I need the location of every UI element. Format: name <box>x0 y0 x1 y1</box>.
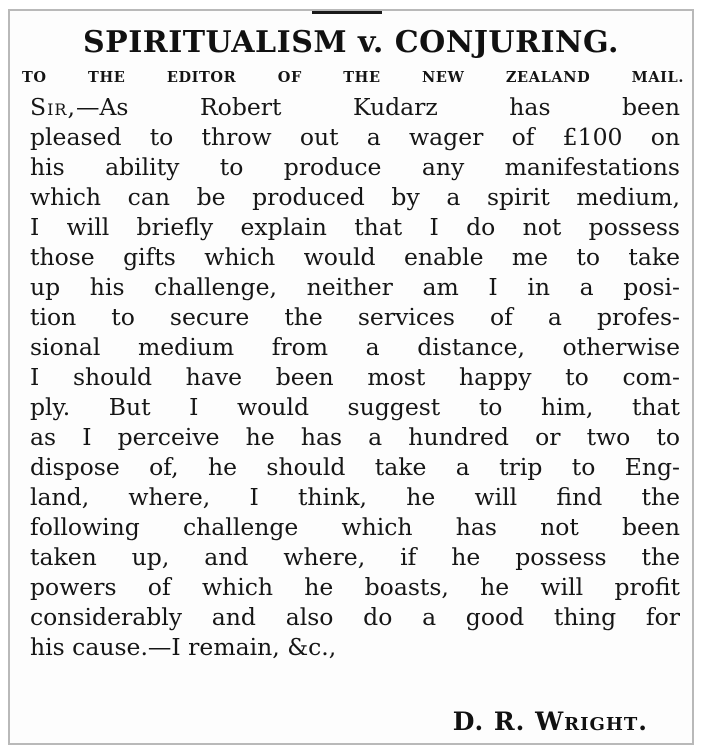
article-body <box>30 92 680 662</box>
body-line-19: his cause.—I remain, &c., <box>30 633 337 661</box>
body-line-1 <box>30 92 680 122</box>
body-line-3: his ability to produce any manifestations <box>30 153 680 181</box>
body-line-12: as I perceive he has a hundred or two to <box>30 423 680 451</box>
article-headline: SPIRITUALISM v. CONJURING. <box>83 25 619 60</box>
body-line-5: I will briefly explain that I do not possess <box>30 213 680 241</box>
signature: D. R. Wright. <box>452 707 648 736</box>
body-line-10: I should have been most happy to com- <box>30 363 680 391</box>
cut-off-next-line <box>60 741 510 745</box>
body-line-8: tion to secure the services of a profes- <box>30 303 680 331</box>
body-line-17: powers of which he boasts, he will profit <box>30 573 680 601</box>
body-line-11: ply. But I would suggest to him, that <box>30 393 680 421</box>
body-line-2: pleased to throw out a wager of £100 on <box>30 123 680 151</box>
top-rule <box>312 11 382 14</box>
body-line-1-text: —As Robert Kudarz has been <box>75 93 680 121</box>
salutation: Sir, <box>30 93 76 121</box>
body-line-6: those gifts which would enable me to take <box>30 243 680 271</box>
body-line-7: up his challenge, neither am I in a posi- <box>30 273 680 301</box>
body-line-9: sional medium from a distance, otherwise <box>30 333 680 361</box>
body-line-15: following challenge which has not been <box>30 513 680 541</box>
article-subhead: TO THE EDITOR OF THE NEW ZEALAND MAIL. <box>22 69 684 86</box>
newspaper-clipping <box>8 9 694 745</box>
body-line-4: which can be produced by a spirit medium, <box>30 183 680 211</box>
body-line-13: dispose of, he should take a trip to Eng- <box>30 453 680 481</box>
body-line-18: considerably and also do a good thing for <box>30 603 680 631</box>
body-line-16: taken up, and where, if he possess the <box>30 543 680 571</box>
body-line-14: land, where, I think, he will find the <box>30 483 680 511</box>
